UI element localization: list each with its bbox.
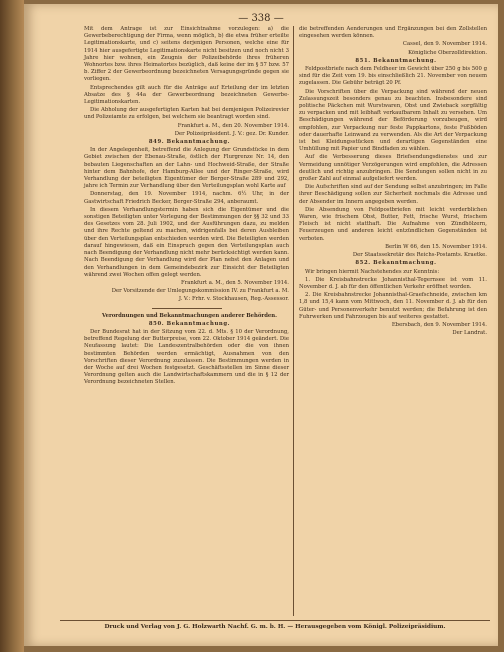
right-paragraph: Feldpostbriefe nach dem Feldheer im Gewicht über 250 g bis 500 g sind für die Zeit vom 19. bis einschließlich 21. November von neuem zugelassen. Die Gebühr beträgt 20 Pf. <box>299 66 487 87</box>
left-paragraph: Mit dem Antrage ist zur Einsichtnahme vorzulegen: a) die Gewerbeberechtigung der Firma, wenn möglich, b) die etwa früher erteilte Legitimationskarte, und c) seitens derjenigen Personen, welche eine für 1914 hier ausgefertigte Legitimationskarte nicht besitzen und noch nicht 3 Jahre hier wohnen, ein Zeugnis der Polizeibehörde ihres früheren Wohnortes bzw. ihres Heimatortes bezüglich, daß keine der im § 57 bzw. 57 b. Ziffer 2 der Gewerbeordnung bezeichneten Versagungsgründe gegen sie vorliegen. <box>84 26 289 83</box>
left-column <box>84 26 289 388</box>
left-section-heading: 850. Bekanntmachung. <box>148 320 231 327</box>
right-section-heading: 851. Bekanntmachung. <box>355 57 437 64</box>
left-section-heading: 849. Bekanntmachung. <box>148 139 231 146</box>
document-page <box>24 4 498 646</box>
right-section-heading: 852. Bekanntmachung. <box>355 260 437 267</box>
left-signature-line: Der Polizeipräsident. J. V.: gez. Dr. Kunder. <box>174 130 289 137</box>
left-signature-line: J. V.: Frhr. v. Stockhausen, Reg.-Assessor. <box>178 296 289 303</box>
column-divider <box>293 26 294 616</box>
right-paragraph: Auf die Verbesserung dieses Briefsendungsdienstes und zur Vermeidung unnötiger Verzögerungen wird empfohlen, die Adressen deutlich und richtig anzubringen. Die Sendungen sollen nicht in zu großer Zahl auf einmal aufgeliefert werden. <box>299 154 487 183</box>
left-section-subheading: Verordnungen und Bekanntmachungen anderer Behörden. <box>101 312 277 319</box>
right-paragraph: 1. Die Kreisbahnstrecke Johannisthal-Tegernsee ist vom 11. November d. J. ab für den öffentlichen Verkehr eröffnet worden. <box>299 276 487 290</box>
left-paragraph: In der Angelegenheit, betreffend die Anlegung der Grundstücke in dem Gebiet zwischen der Ebenau-Straße, östlich der Flurgrenze Nr. 14, den bebauten Liegenschaften an der Lahn- und Hochweid-Straße, der Straße hinter dem Bahnhofe, der Hamburg-Allee und der Ringer-Straße, wird Verhandlung der beteiligten Eigentümer der Berger-Straße 289 und 292, jahre ich Termin zur Verhandlung über den Verteilungsplan wohl Karte auf <box>84 147 289 190</box>
left-paragraph: Donnerstag, den 19. November 1914, nachm. 6½ Uhr, in der Gastwirtschaft Friedrich Becker, Berger-Straße 294, anberaumt. <box>84 191 289 205</box>
right-paragraph: Die Absendung von Feldpostbriefen mit leicht verderblichen Waren, wie frischem Obst, Butter, Fett, frische Wurst, frischem Fleisch ist nicht statthaft. Die Aufnahme von Zündhölzern, Feuerzeugen und anderen leicht entzündlichen Gegenständen ist verboten. <box>299 206 487 242</box>
left-paragraph: Entsprechendes gilt auch für die Anträge auf Erteilung der im letzten Absatze des § 44a der Gewerbeordnung bezeichneten Gewerbe-Legitimationskarten. <box>84 84 289 106</box>
right-signature-line: Cassel, den 9. November 1914. <box>402 41 487 48</box>
right-paragraph: Die Aufschriften sind auf der Sendung selbst anzubringen; im Falle ihrer Beschädigung sollen zur Sicherheit nochmals die Adresse und der Absender im Innern angegeben werden. <box>299 184 487 205</box>
right-signature-line: Ebersbach, den 9. November 1914. <box>391 321 487 328</box>
right-column <box>299 26 487 338</box>
right-signature-line: Berlin W 66, den 15. November 1914. <box>385 243 487 250</box>
right-paragraph: die betreffenden Aenderungen und Ergänzungen bei den Zollstellen eingesehen werden können. <box>299 26 487 40</box>
page-number: — 338 — <box>238 13 284 24</box>
left-signature-line: Frankfurt a. M., den 5. November 1914. <box>181 279 289 286</box>
right-paragraph: 2. Die Kreisbahnstrecke Johannisthal-Graefschneide, zwischen km 1,8 und 15,4 kann vom Mittwoch, den 11. November d. J. ab für den Güter- und Personenverkehr benutzt werden; die Befahrung ist den Fuhrwerken und Fahrzeugen bis auf weiteres gestattet. <box>299 292 487 320</box>
right-paragraph: Die Vorschriften über die Verpackung sind während der neuen Zulassungszeit besonders genau zu beachten. Insbesondere sind politische Päckchen mit Wurstwaren, Obst und Zwieback sorgfältig zu verpacken und mit leibhaft verkaufbarem Inhalt zu versehen. Um Beschädigungen während der Beförderung vorzubeugen, wird empfohlen, zur Verpackung nur feste Pappkartons, feste Fußböden oder dauerhafte Leinwand zu verwenden. Als die Art der Verpackung ist bei Kleidungsstücken und derartigen Gegenständen eine Umhüllung mit Papier und Bindfaden zu wählen. <box>299 88 487 153</box>
left-signature-line: Der Vorsitzende der Umlegungskommission IV. zu Frankfurt a. M. <box>111 288 289 295</box>
right-signature-line: Der Staatssekretär des Reichs-Postamts. Kraetke. <box>352 252 487 259</box>
publisher-footer: Druck und Verlag von J. G. Holzwarth Nachf. G. m. b. H. — Herausgegeben vom Königl. Polizeipräsidium. <box>60 620 490 630</box>
left-paragraph: In diesem Verhandlungstermin haben sich die Eigentümer und die sonstigen Beteiligten unter Vorlegung der Bestimmungen der §§ 32 und 33 des Gesetzes vom 28. Juli 1902, und der Ausführungen dazu, zu melden und ihre Rechte geltend zu machen, widrigenfalls bei deren Ausbleiben über den Verteilungsplan entschieden werden wird. Die Beteiligten werden darauf hingewiesen, daß ein Einspruch gegen den Verteilungsplan auch nach Beendigung der Verhandlung nicht mehr berücksichtigt werden kann. Nach Beendigung der Verhandlung wird der Plan nebst den Anlagen und den Verhandlungen in dem Gemeindebezirk zur Einsicht der Beteiligten während zwei Wochen offen gelegt werden. <box>84 206 289 278</box>
left-paragraph: Der Bundesrat hat in der Sitzung vom 22. d. Mts. § 10 der Verordnung, betreffend Regelung der Butterpreise, vom 22. Oktober 1914 geändert. Die Neufassung lautet: Die Landeszentralbehörden oder die von ihnen bestimmten Behörden werden ermächtigt, Ausnahmen von den Vorschriften dieser Verordnung zuzulassen. Die Bestimmungen werden in der Woche auf drei Wochen festgesetzt. Geschäftsstellen im Sinne dieser Verordnung gelten auch die Landwirtschaftskammern und die in § 12 der Verordnung bezeichneten Stellen. <box>84 328 289 386</box>
right-signature-line: Der Landrat. <box>452 330 487 337</box>
left-signature-line: Frankfurt a. M., den 20. November 1914. <box>177 122 289 129</box>
right-signature-line: Königliche Oberzolldirektion. <box>408 49 487 56</box>
left-separator <box>152 308 222 309</box>
right-paragraph: Wir bringen hiermit Nachstehendes zur Kenntnis: <box>305 268 440 275</box>
left-paragraph: Die Abholung der ausgefertigten Karten hat bei demjenigen Polizeirevier und Polizeiamte zu erfolgen, bei welchem sie beantragt worden sind. <box>84 107 289 121</box>
book-spine <box>0 0 24 652</box>
